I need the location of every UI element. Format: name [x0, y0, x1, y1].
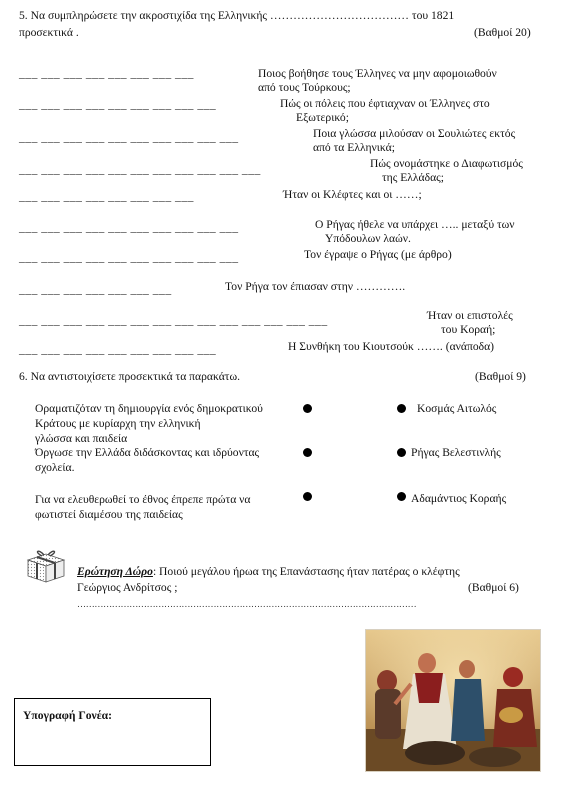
match-left-item-3: Για να ελευθερωθεί το έθνος έπρεπε πρώτα να φωτιστεί διαμέσου της παιδείας — [35, 493, 251, 521]
parent-signature-label: Υπογραφή Γονέα: — [23, 709, 112, 722]
match-left-dot-1[interactable] — [303, 404, 312, 413]
acrostic-blanks-5[interactable]: ___ ___ ___ ___ ___ ___ ___ ___ — [19, 190, 194, 203]
acrostic-clue-4: Πώς ονομάστηκε ο Διαφωτισμός της Ελλάδας; — [370, 157, 523, 185]
acrostic-blanks-8[interactable]: ___ ___ ___ ___ ___ ___ ___ — [19, 283, 172, 296]
match-right-item-3: Αδαμάντιος Κοραής — [411, 492, 507, 505]
acrostic-clue-6: Ο Ρήγας ήθελε να υπάρχει ….. μεταξύ των Υπόδουλων λαών. — [315, 218, 515, 246]
section5-points: (Βαθμοί 20) — [474, 26, 531, 39]
match-right-item-2: Ρήγας Βελεστινλής — [411, 446, 501, 459]
acrostic-clue-2: Πώς οι πόλεις που έφτιαχναν οι Έλληνες στο Εξωτερικό; — [280, 97, 490, 125]
acrostic-blanks-7[interactable]: ___ ___ ___ ___ ___ ___ ___ ___ ___ ___ — [19, 251, 239, 264]
match-left-dot-2[interactable] — [303, 448, 312, 457]
acrostic-clue-8: Τον Ρήγα τον έπιασαν στην …………. — [225, 280, 406, 293]
acrostic-blanks-6[interactable]: ___ ___ ___ ___ ___ ___ ___ ___ ___ ___ — [19, 221, 239, 234]
klephts-painting — [365, 629, 541, 772]
bonus-answer-line[interactable]: ……………………………………………………………………………………………………… — [77, 599, 417, 609]
section5-subtitle: προσεκτικά . — [19, 26, 79, 39]
acrostic-clue-7: Τον έγραψε ο Ρήγας (με άρθρο) — [304, 248, 452, 261]
bonus-question-line2: Γεώργιος Ανδρίτσος ; — [77, 581, 178, 594]
match-left-dot-3[interactable] — [303, 492, 312, 501]
match-right-dot-1[interactable] — [397, 404, 406, 413]
parent-signature-box[interactable] — [14, 698, 211, 766]
bonus-points: (Βαθμοί 6) — [468, 581, 519, 594]
acrostic-blanks-3[interactable]: ___ ___ ___ ___ ___ ___ ___ ___ ___ ___ — [19, 131, 239, 144]
gift-box-icon — [24, 548, 68, 584]
acrostic-clue-1: Ποιος βοήθησε τους Έλληνες να μην αφομοιωθούν από τους Τούρκους; — [258, 67, 497, 95]
match-right-dot-2[interactable] — [397, 448, 406, 457]
bonus-label: Ερώτηση Δώρο — [77, 565, 153, 578]
acrostic-blanks-2[interactable]: ___ ___ ___ ___ ___ ___ ___ ___ ___ — [19, 98, 217, 111]
acrostic-blanks-10[interactable]: ___ ___ ___ ___ ___ ___ ___ ___ ___ — [19, 343, 217, 356]
match-left-item-1: Οραματιζόταν τη δημιουργία ενός δημοκρατικού Κράτους με κυρίαρχη την ελληνική γλώσσα και παιδεία — [35, 402, 263, 445]
section6-title: 6. Να αντιστοιχίσετε προσεκτικά τα παρακάτω. — [19, 370, 240, 383]
acrostic-clue-10: Η Συνθήκη του Κιουτσούκ ……. (ανάποδα) — [288, 340, 495, 353]
acrostic-blanks-1[interactable]: ___ ___ ___ ___ ___ ___ ___ ___ — [19, 67, 194, 80]
acrostic-clue-5: Ήταν οι Κλέφτες και οι ……; — [283, 188, 422, 201]
bonus-question: Ερώτηση Δώρο: Ποιού μεγάλου ήρωα της Επανάστασης ήταν πατέρας ο κλέφτης — [77, 565, 460, 578]
match-right-dot-3[interactable] — [397, 492, 406, 501]
acrostic-clue-3: Ποια γλώσσα μιλούσαν οι Σουλιώτες εκτός από τα Ελληνικά; — [313, 127, 516, 155]
acrostic-blanks-4[interactable]: ___ ___ ___ ___ ___ ___ ___ ___ ___ ___ ___ — [19, 163, 261, 176]
section5-title: 5. Να συμπληρώσετε την ακροστιχίδα της Ελληνικής ……………………………… του 1821 — [19, 9, 455, 22]
acrostic-clue-9: Ήταν οι επιστολές του Κοραή; — [427, 309, 513, 337]
acrostic-blanks-9[interactable]: ___ ___ ___ ___ ___ ___ ___ ___ ___ ___ ___ ___ ___ ___ — [19, 314, 328, 327]
match-left-item-2: Όργωσε την Ελλάδα διδάσκοντας και ιδρύοντας σχολεία. — [35, 446, 260, 474]
section6-points: (Βαθμοί 9) — [475, 370, 526, 383]
match-right-item-1: Κοσμάς Αιτωλός — [417, 402, 497, 415]
